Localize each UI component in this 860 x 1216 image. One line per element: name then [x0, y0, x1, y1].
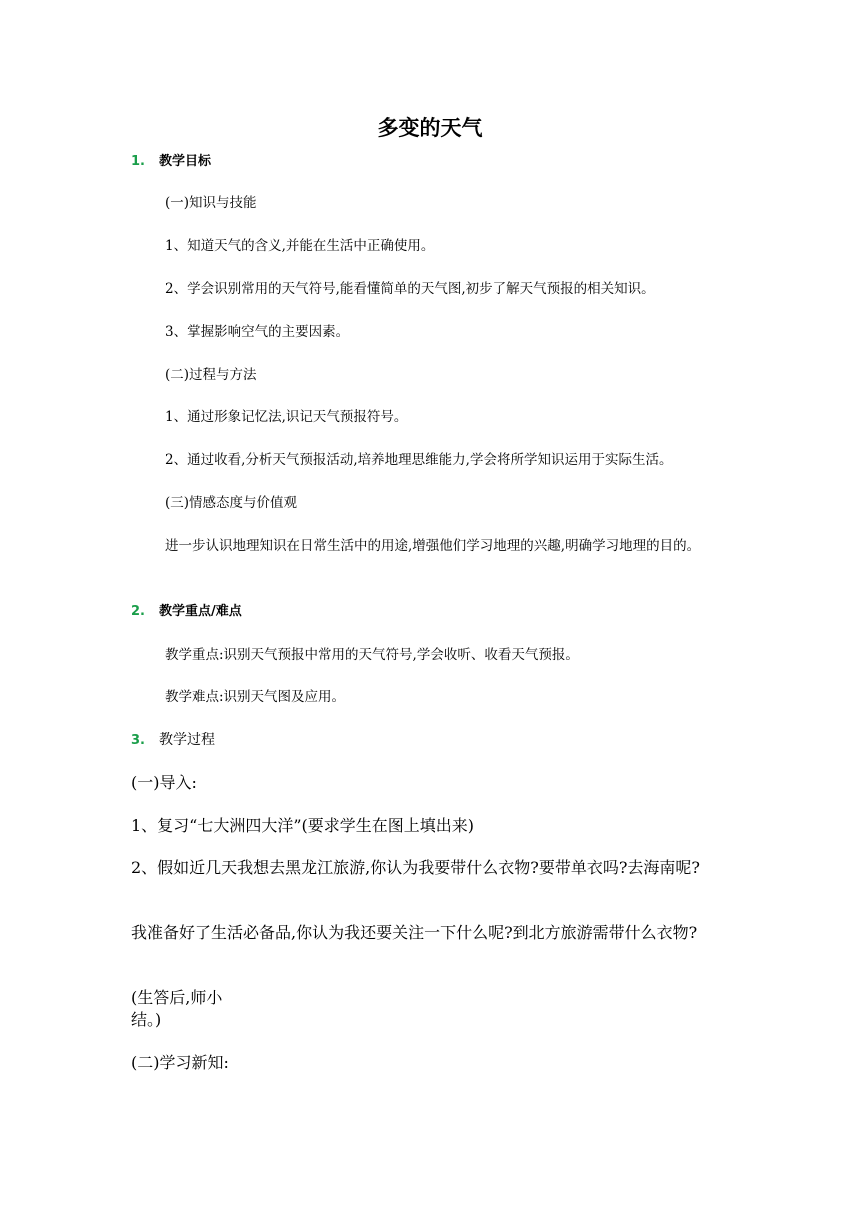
process-step: 1、复习“七大洲四大洋”(要求学生在图上填出来)	[131, 816, 475, 835]
objective-item: 2、学会识别常用的天气符号,能看懂简单的天气图,初步了解天气预报的相关知识。	[165, 281, 655, 297]
objective-item: 2、通过收看,分析天气预报活动,培养地理思维能力,学会将所学知识运用于实际生活。	[165, 452, 673, 468]
section-heading-key-points	[131, 602, 242, 622]
section-number: 3.	[131, 733, 145, 748]
document-title: 多变的天气	[377, 116, 483, 140]
process-step: 我准备好了生活必备品,你认为我还要关注一下什么呢?到北方旅游需带什么衣物?	[131, 923, 698, 942]
objective-paragraph: 进一步认识地理知识在日常生活中的用途,增强他们学习地理的兴趣,明确学习地理的目的。	[165, 538, 701, 554]
section-label: 教学过程	[159, 732, 215, 748]
process-new-knowledge: (二)学习新知:	[131, 1053, 229, 1072]
key-point-text: 教学重点:识别天气预报中常用的天气符号,学会收听、收看天气预报。	[165, 647, 579, 663]
subheading-emotion-values: (三)情感态度与价值观	[165, 495, 298, 511]
objective-item: 1、知道天气的含义,并能在生活中正确使用。	[165, 238, 435, 254]
section-number: 1.	[131, 154, 145, 169]
process-step: (生答后,师小结。)	[131, 988, 223, 1029]
process-step: 2、假如近几天我想去黑龙江旅游,你认为我要带什么衣物?要带单衣吗?去海南呢?	[131, 858, 701, 877]
difficulty-text: 教学难点:识别天气图及应用。	[165, 689, 346, 705]
objective-item: 3、掌握影响空气的主要因素。	[165, 324, 350, 340]
process-intro: (一)导入:	[131, 773, 197, 792]
subheading-process-methods: (二)过程与方法	[165, 367, 257, 383]
section-label: 教学重点/难点	[159, 604, 242, 619]
section-heading-process	[131, 730, 215, 751]
section-label: 教学目标	[159, 154, 212, 169]
subheading-knowledge-skills: (一)知识与技能	[165, 195, 257, 211]
objective-item: 1、通过形象记忆法,识记天气预报符号。	[165, 409, 408, 425]
section-heading-objectives	[131, 152, 211, 172]
section-number: 2.	[131, 604, 145, 619]
